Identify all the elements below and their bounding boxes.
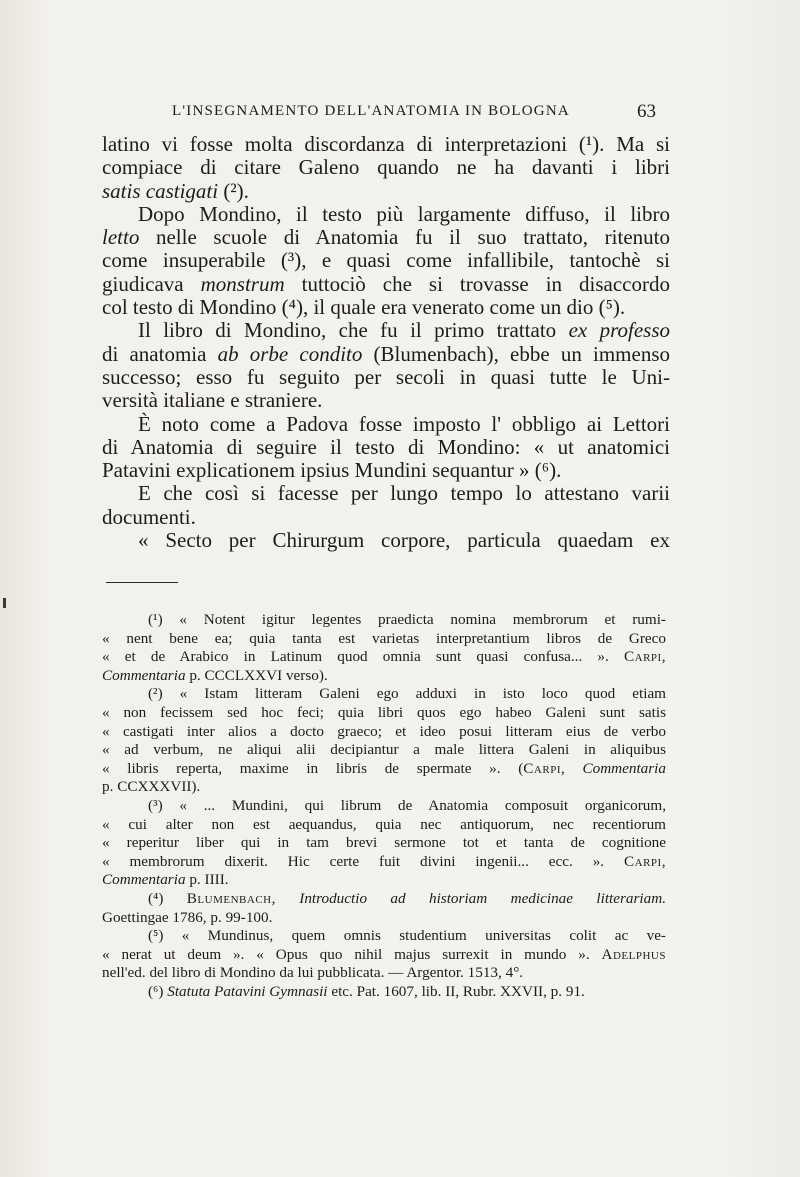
author-name: Blumenbach, [186,889,276,907]
footnote-2 [102,685,666,797]
footnote-3 [102,797,666,890]
text-fragment: (²). [218,178,249,203]
paragraph-4 [102,413,670,483]
text-fragment: « et de Arabico in Latinum quod omnia sunt quasi confusa... ». [102,648,624,666]
text-fragment: etc. Pat. 1607, lib. II, Rubr. XXVII, p. 91. [327,982,585,1000]
paragraph-6 [102,529,670,552]
text-line: E che così si facesse per lungo tempo lo attestano varii [138,481,670,506]
text-fragment: giudicava [102,271,201,296]
footnote-line [102,983,666,1002]
footnote-line [102,890,666,909]
footnote-line [102,760,666,779]
footnote-line [102,648,666,667]
paragraph-1 [102,133,670,203]
footnote-line [102,946,666,965]
text-line [102,180,670,203]
text-line: latino vi fosse molta discordanza di interpretazioni (¹). Ma si [102,132,670,156]
footnote-line: (²) « Istam litteram Galeni ego adduxi in isto loco quod etiam [148,685,666,703]
text-fragment [276,890,299,907]
paragraph-2 [102,203,670,319]
text-line [102,319,670,342]
footnotes [102,611,666,1001]
text-line: versità italiane e straniere. [102,388,323,413]
author-name: Carpi, [624,648,666,666]
text-line: « Secto per Chirurgum corpore, particula quaedam ex [138,528,670,553]
author-name: Carpi, [624,852,666,870]
text-fragment: (⁴) [148,889,187,907]
italic-phrase: letto [102,225,140,250]
text-line: col testo di Mondino (⁴), il quale era venerato come un dio (⁵). [102,295,626,320]
footnote-line: p. CCXXXVII). [102,778,201,796]
text-line: come insuperabile (³), e quasi come infallibile, tantochè si [102,248,670,273]
text-line: di Anatomia di seguire il testo di Mondino: « ut anatomici [102,434,670,459]
footnote-line: « cui alter non est aequandus, quia nec antiquorum, nec recentiorum [102,815,666,833]
italic-phrase: satis castigati [102,178,219,203]
text-fragment: nelle scuole di Anatomia fu il suo trattato, ritenuto [139,225,670,250]
footnote-line: « reperitur liber qui in tam brevi sermone tot et tanta de cognitione [102,834,666,852]
page-number: 63 [637,101,656,122]
text-line [102,273,670,296]
author-name: Carpi [523,759,561,777]
italic-phrase: monstrum [200,271,285,296]
italic-title: Commentaria [102,871,186,889]
italic-title: Commentaria [102,666,186,684]
footnote-6 [102,983,666,1002]
footnote-divider [106,582,178,583]
footnote-line: (⁵) « Mundinus, quem omnis studentium universitas colit ac ve- [148,927,666,945]
text-fragment: « membrorum dixerit. Hic certe fuit divini ingenii... ecc. ». [102,852,624,870]
margin-mark [3,598,6,608]
footnote-line [102,871,666,890]
italic-phrase: ex professo [568,318,670,343]
text-line: successo; esso fu seguito per secoli in quasi tutte le Uni- [102,364,670,389]
footnote-5 [102,927,666,983]
running-title: L'INSEGNAMENTO DELL'ANATOMIA IN BOLOGNA [172,103,570,119]
italic-phrase: ab orbe condito [217,341,363,366]
text-fragment: « nerat ut deum ». « Opus quo nihil majus surrexit in mundo ». [102,945,602,963]
footnote-line [102,667,666,686]
text-line: compiace di citare Galeno quando ne ha davanti i libri [102,155,670,180]
italic-title: Introductio ad historiam medicinae litterariam. [299,889,666,907]
text-line [102,343,670,366]
text-line: Patavini explicationem ipsius Mundini sequantur » (⁶). [102,458,562,483]
italic-title: Statuta Patavini Gymnasii [167,982,328,1000]
footnote-line: nell'ed. del libro di Mondino da lui pubblicata. — Argentor. 1513, 4°. [102,964,524,982]
text-fragment: (⁶) [148,982,168,1000]
footnote-line: « non fecissem sed hoc feci; quia libri quos ego habeo Galeni sunt satis [102,703,666,721]
footnote-line: (³) « ... Mundini, qui librum de Anatomia composuit organicorum, [148,796,666,814]
footnote-line: (¹) « Notent igitur legentes praedicta nomina membrorum et rumi- [148,611,666,628]
italic-title: Commentaria [582,759,666,777]
paragraph-3 [102,319,670,412]
text-fragment: p. IIII. [185,871,229,889]
text-fragment: p. CCCLXXVI verso). [185,666,328,684]
text-line: È noto come a Padova fosse imposto l' obbligo ai Lettori [138,411,670,436]
footnote-1 [102,611,666,685]
text-fragment: « libris reperta, maxime in libris de spermate ». ( [102,759,524,777]
author-name: Adelphus [601,945,666,963]
text-fragment: , [561,759,583,777]
text-fragment: (Blumenbach), ebbe un immenso [362,341,670,366]
footnote-line: « castigati inter alios a docto graeco; et ideo posui litteram eius de verbo [102,722,666,740]
text-line: documenti. [102,504,196,529]
footnote-line: Goettingae 1786, p. 99-100. [102,908,273,926]
text-fragment: tuttociò che si trovasse in disaccordo [284,271,670,296]
text-fragment: Il libro di Mondino, che fu il primo trattato [138,318,569,343]
paragraph-5 [102,482,670,529]
text-line: Dopo Mondino, il testo più largamente diffuso, il libro [138,201,670,226]
footnote-line: « nent bene ea; quia tanta est varietas interpretantium libros de Greco [102,629,666,647]
text-line [102,226,670,249]
footnote-4 [102,890,666,927]
text-fragment: di anatomia [102,341,218,366]
footnote-line [102,853,666,872]
main-text [102,133,670,552]
footnote-line: « ad verbum, ne aliqui alii decipiantur a male littera Galeni in aliquibus [102,741,666,759]
